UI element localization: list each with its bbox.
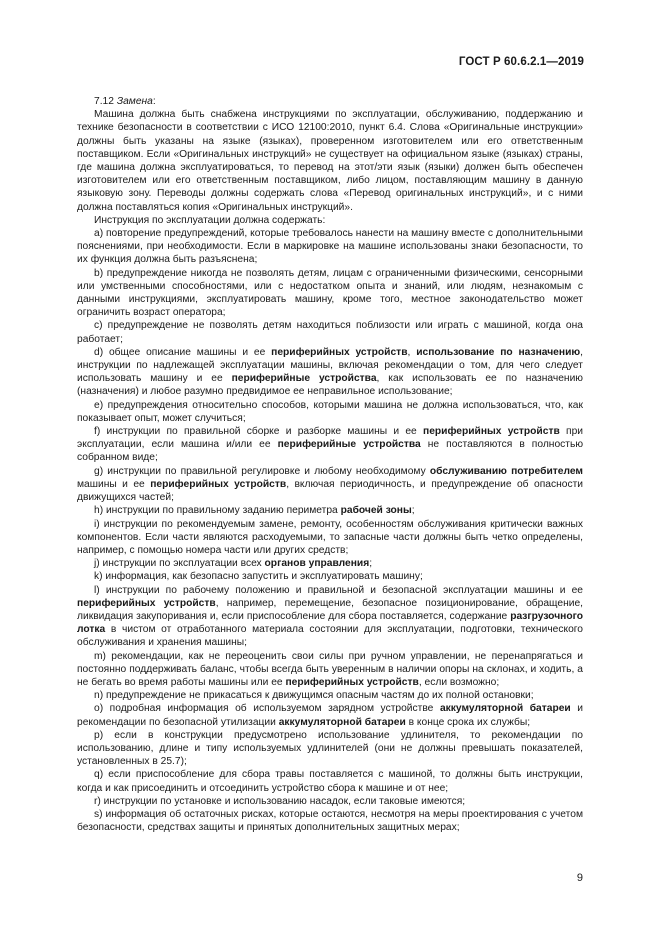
paragraph-text: g) инструкции по правильной регулировке и любому необходимому (94, 465, 430, 477)
term-emphasis: периферийных устройств (423, 426, 560, 438)
term-emphasis: аккумуляторной батареи (439, 703, 571, 715)
paragraph-lead (77, 214, 583, 227)
paragraph-text: , например, перемещение, безопасное позиционирование, обращение, ликвидация закупоривания и, если приспособление для сбора поставляется, содержание (77, 597, 583, 622)
term-emphasis: использование по назначению (416, 346, 581, 358)
paragraph-e (77, 399, 583, 425)
paragraph-text: s) информация об остаточных рисках, которые остаются, несмотря на меры проектирования с учетом безопасности, средствах защиты и принятых дополнительных защитных мерах; (77, 808, 583, 834)
paragraph-text: в чистом от отработанного материала состоянии для эксплуатации, подготовки, технического обслуживания и хранения машины; (77, 624, 583, 649)
paragraph-text: i) инструкции по рекомендуемым замене, ремонту, особенностям обслуживания критически важных компонентов. Если части являются расходуемыми, то запасные части должны быть четко определены, например, с помощью номера части или других средств; (77, 518, 583, 556)
paragraph-text: Инструкция по эксплуатации должна содержать: (94, 214, 326, 226)
paragraph-o (77, 702, 583, 728)
term-emphasis: разгрузочного лотка (77, 610, 583, 636)
document-standard-header: ГОСТ Р 60.6.2.1—2019 (458, 56, 584, 68)
paragraph-text: , как использовать ее по назначению (назначения) и любое разумно предвидимое ее неправильное использование; (77, 373, 583, 398)
paragraph-m (77, 650, 583, 690)
paragraph-text: а) повторение предупреждений, которые требовалось нанести на машину вместе с дополнительными пояснениями, при необходимости. Если в маркировке на машине использованы знаки безопасности, то их функция должна быть разъяснена; (77, 228, 583, 266)
paragraph-text: b) предупреждение никогда не позволять детям, лицам с ограниченными физическими, сенсорными или умственными способностями, или с недостатком опыта и знаний, или людям, незнакомым с данными инструкциями, эксплуатировать машину, кроме того, местное законодательство может ограничить возраст оператора; (77, 267, 583, 319)
paragraph-text: не поставляются в полностью собранном виде; (77, 439, 584, 464)
paragraph-i (77, 518, 583, 558)
paragraph-h (77, 504, 583, 517)
paragraph-g (77, 465, 583, 505)
paragraph-text: , (407, 346, 417, 358)
paragraph-n (77, 689, 583, 702)
paragraph-r (77, 795, 583, 808)
paragraph-text: в конце срока их службы; (405, 716, 531, 728)
paragraph-text: f) инструкции по правильной сборке и разборке машины и ее (94, 426, 423, 438)
paragraph-s (77, 808, 583, 834)
section-heading: 7.12 Замена: (94, 96, 156, 107)
term-emphasis: рабочей зоны (340, 505, 412, 517)
section-title: Замена (116, 96, 153, 107)
paragraph-j (77, 557, 583, 570)
term-emphasis: органов управления (264, 558, 370, 570)
paragraph-text: m) рекомендации, как не переоценить свои силы при ручном управлении, не перенапрягаться и постоянно поддерживать баланс, чтобы всегда быть уверенным в наличии опоры на склонах, и ходить, а не бегать во время работы машины или ее (77, 650, 583, 688)
paragraph-text: n) предупреждение не прикасаться к движущимся опасным частям до их полной остановки; (94, 690, 534, 702)
term-emphasis: периферийных устройств (285, 676, 419, 688)
paragraph-p (77, 729, 583, 769)
paragraph-text: j) инструкции по эксплуатации всех (94, 558, 265, 570)
paragraph-l (77, 584, 583, 650)
paragraph-d (77, 346, 583, 399)
paragraph-list (77, 108, 583, 834)
paragraph-b (77, 267, 583, 320)
paragraph-f (77, 425, 583, 465)
paragraph-text: ; (369, 558, 373, 570)
term-emphasis: периферийные устройства (277, 439, 421, 451)
paragraph-text: h) инструкции по правильному заданию периметра (94, 505, 341, 517)
paragraph-text: c) предупреждение не позволять детям находиться поблизости или играть с машиной, когда она работает; (77, 320, 583, 345)
paragraph-text: машины и ее (77, 478, 151, 490)
paragraph-text: k) информация, как безопасно запустить и эксплуатировать машину; (94, 571, 423, 583)
document-body (77, 95, 583, 834)
paragraph-text: q) если приспособление для сбора травы поставляется с машиной, то должны быть инструкции, когда и как присоединить и отсоединить устройство сбора к машине и от нее; (77, 769, 583, 794)
term-emphasis: аккумуляторной батареи (278, 716, 406, 728)
paragraph-text: l) инструкции по рабочему положению и правильной и безопасной эксплуатации машины и ее (94, 584, 583, 596)
paragraph-q (77, 768, 583, 794)
paragraph-c (77, 319, 583, 345)
term-emphasis: периферийных устройств (150, 478, 287, 490)
paragraph-text: ; (411, 505, 415, 517)
paragraph-text: r) инструкции по установке и использованию насадок, если таковые имеются; (94, 795, 466, 807)
section-number: 7.12 (94, 96, 114, 107)
paragraph-text: и рекомендации по безопасной утилизации (77, 703, 584, 728)
paragraph-k (77, 570, 583, 583)
term-emphasis: периферийные устройства (231, 373, 377, 385)
page-number: 9 (576, 872, 583, 884)
paragraph-text: Машина должна быть снабжена инструкциями по эксплуатации, обслуживанию, поддержанию и техникe безопасности в соответствии с ИСО 12100:2010, пункт 6.4. Слова «Оригинальные инструкции» должны быть указаны на языке (языках), проверенном изготовителем или его ответственным поставщиком. Если «Оригинальных инструкций» не существует на официальном языке (языках) страны, где машина должна эксплуатироваться, то перевод на этот/эти язык (языки) должен быть обеспечен изготовителем или его ответственным поставщиком, либо лицом, поставляющим машину в данную языковую зону. Переводы должны содержать слова «Перевод оригинальных инструкций», и с ними должна поставляться копия «Оригинальных инструкций». (77, 109, 583, 213)
term-emphasis: периферийных устройств (271, 346, 408, 358)
paragraph-a (77, 227, 583, 267)
paragraph-text: , инструкции по надлежащей эксплуатации машины, включая рекомендации о том, для чего следует использовать машину и ее (77, 346, 583, 385)
paragraph-text: e) предупреждения относительно способов, которыми машина не должна использоваться, что, как показывает опыт, может случиться; (77, 399, 583, 424)
term-emphasis: периферийных устройств (77, 597, 216, 609)
paragraph-text: d) общее описание машины и ее (94, 346, 272, 358)
paragraph-intro (77, 108, 583, 214)
paragraph-text: при эксплуатации, если машина и/или ее (77, 426, 583, 451)
term-emphasis: обслуживанию потребителем (429, 465, 583, 477)
paragraph-text: , включая периодичность, и предупреждение об опасности движущихся частей; (77, 478, 583, 504)
paragraph-text: , если возможно; (418, 676, 500, 688)
paragraph-text: o) подробная информация об используемом зарядном устройстве (94, 703, 440, 715)
paragraph-text: p) если в конструкции предусмотрено использование удлинителя, то рекомендации по использованию, длине и типу используемых удлинителей (они не должны превышать показателей, установленных в 25.7); (77, 729, 583, 768)
